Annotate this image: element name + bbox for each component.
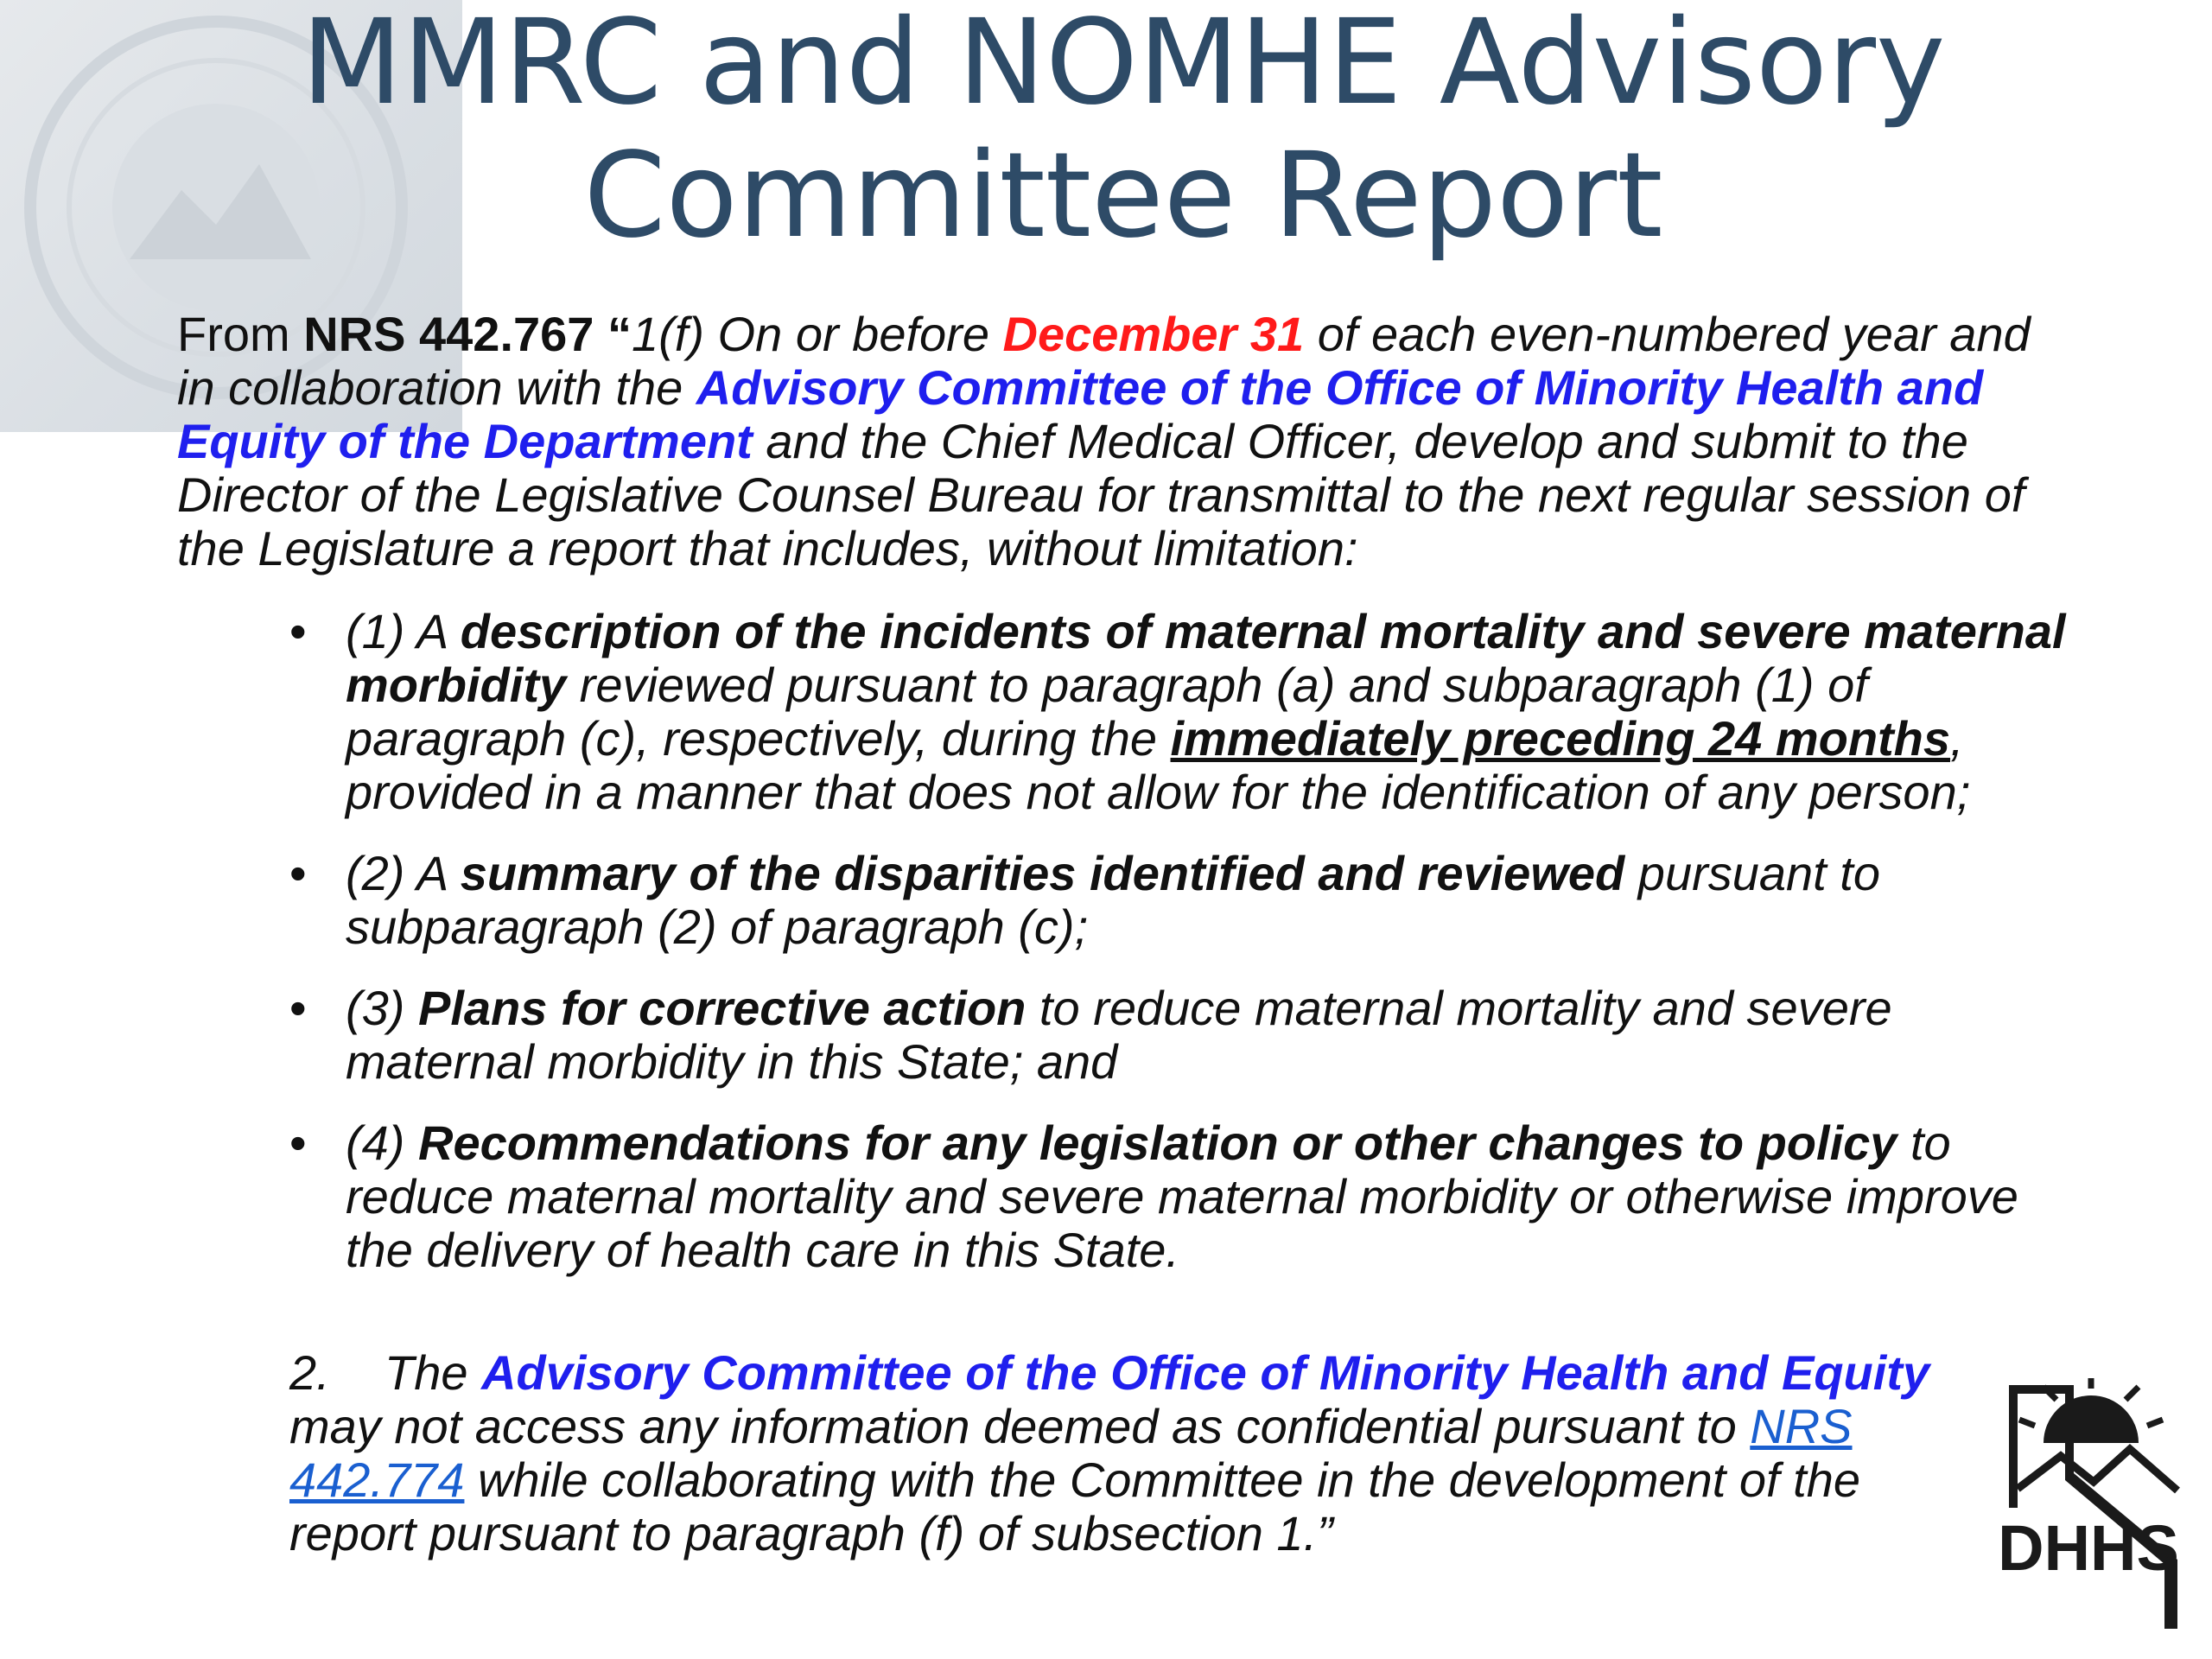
item-emphasis: summary of the disparities identified and reviewed (460, 846, 1625, 900)
item-text: to reduce maternal mortality and severe maternal morbidity in this State; and (346, 981, 1892, 1089)
bullet-marker: • (289, 604, 307, 658)
list-item (289, 982, 2069, 1089)
dhhs-logo-text: DHHS (1998, 1512, 2179, 1584)
statute-reference: NRS 442.767 “ (303, 307, 632, 361)
title-line-2: Committee Report (583, 128, 1663, 264)
para2-text: may not access any information deemed as confidential pursuant to (289, 1399, 1751, 1453)
dhhs-logo-icon (1992, 1378, 2190, 1637)
list-item (289, 1116, 2069, 1277)
bullet-marker: • (289, 981, 307, 1035)
para2-lead: The (385, 1345, 482, 1400)
nrs-442-774-link[interactable]: NRS 442.774 (289, 1399, 1853, 1507)
item-prefix: (1) A (346, 604, 461, 658)
intro-from: From (177, 307, 304, 361)
item-prefix: (4) (346, 1116, 418, 1170)
item-text: reviewed pursuant to paragraph (a) and subparagraph (1) of paragraph (c), respectively, during the (346, 658, 1868, 766)
intro-paragraph (177, 308, 2078, 575)
item-text: pursuant to subparagraph (2) of paragraph (c); (346, 846, 1880, 954)
para2-end: while collaborating with the Committee in the development of the report pursuant to paragraph (f) of subsection 1.” (289, 1452, 1860, 1560)
intro-rest: and the Chief Medical Officer, develop and submit to the Director of the Legislative Counsel Bureau for transmittal to the next regular session of the Legislature a report that includes, without limitation: (177, 414, 2025, 575)
item-emphasis: Plans for corrective action (418, 981, 1027, 1035)
subsection-number: 2. (289, 1345, 330, 1400)
item-emphasis: Recommendations for any legislation or other changes to policy (418, 1116, 1897, 1170)
requirements-list (289, 605, 2069, 1305)
item-text-end: , provided in a manner that does not allow for the identification of any person; (346, 711, 1971, 819)
page-title (259, 0, 1987, 263)
dhhs-logo (1992, 1378, 2190, 1637)
committee-name: Advisory Committee of the Office of Minority Health and Equity of the Department (177, 360, 1984, 468)
item-underlined: immediately preceding 24 months (1170, 711, 1951, 766)
intro-middle: of each even-numbered year and in collaboration with the (177, 307, 2031, 415)
subsection-2-paragraph (289, 1346, 1992, 1560)
list-item (289, 847, 2069, 954)
bullet-marker: • (289, 1116, 307, 1170)
list-item (289, 605, 2069, 819)
committee-name-2: Advisory Committee of the Office of Minority Health and Equity (481, 1345, 1930, 1400)
item-emphasis: description of the incidents of maternal mortality and severe maternal morbidity (346, 604, 2066, 712)
item-prefix: (2) A (346, 846, 461, 900)
intro-lead: 1(f) On or before (632, 307, 1003, 361)
bullet-marker: • (289, 846, 307, 900)
item-text: to reduce maternal mortality and severe maternal morbidity or otherwise improve the delivery of health care in this State. (346, 1116, 2018, 1277)
title-line-1: MMRC and NOMHE Advisory (301, 0, 1946, 131)
deadline-date: December 31 (1002, 307, 1305, 361)
item-prefix: (3) (346, 981, 418, 1035)
